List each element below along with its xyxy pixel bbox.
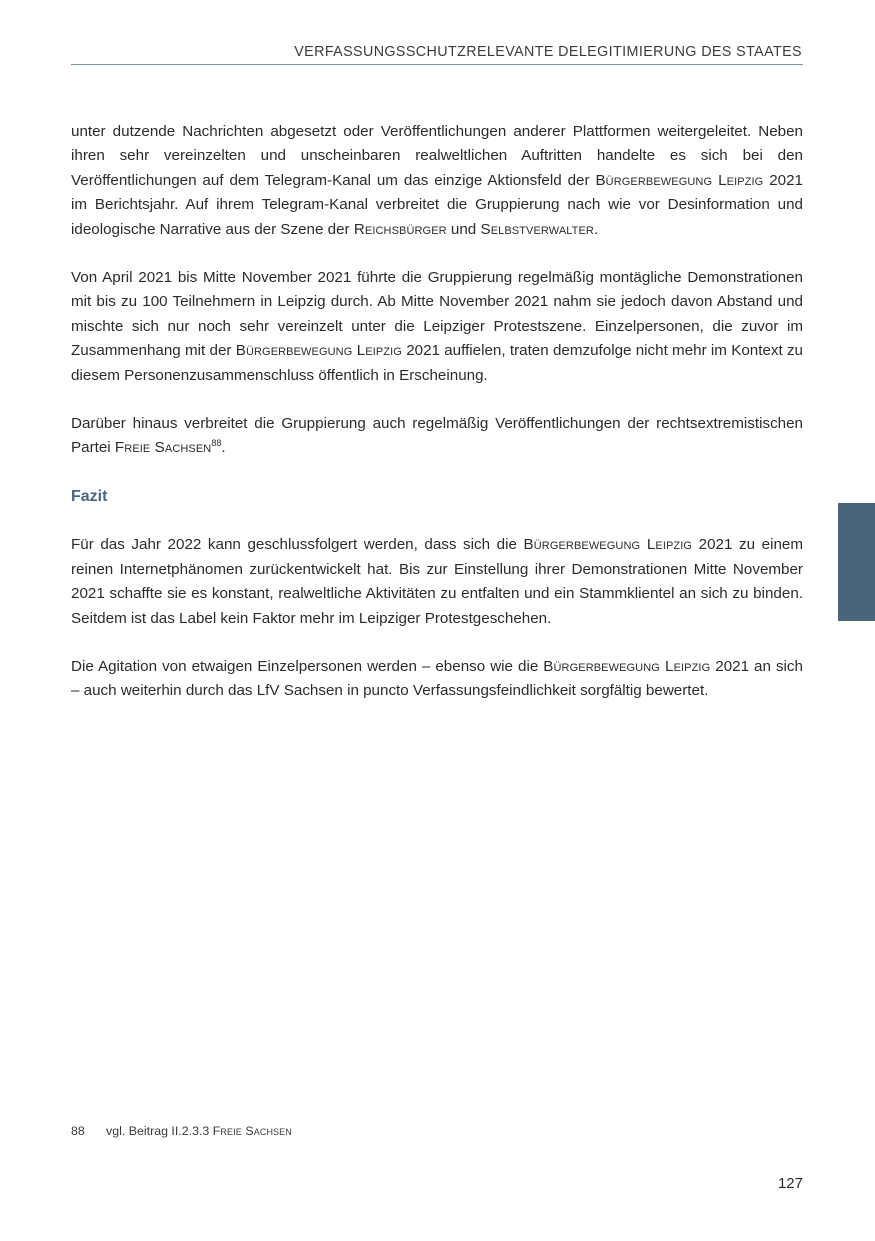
running-header: VERFASSUNGSSCHUTZRELEVANTE DELEGITIMIERUNG DES STAATES	[294, 44, 802, 60]
scene-name-selbstverwalter: Selbstverwalter	[480, 220, 594, 238]
paragraph-5-text-a: Die Agitation von etwaigen Einzelpersonen werden – ebenso wie die	[71, 657, 544, 675]
paragraph-5	[71, 655, 803, 704]
paragraph-4	[71, 533, 803, 631]
paragraph-4-text-a: Für das Jahr 2022 kann geschlussfolgert werden, dass sich die	[71, 536, 524, 554]
party-name: Freie Sachsen	[114, 439, 212, 457]
footnote-number: 88	[71, 1124, 85, 1138]
paragraph-3-text-b: .	[221, 439, 226, 457]
paragraph-2	[71, 266, 803, 388]
paragraph-4-text-b: 2021 zu einem reinen Internetphänomen zurückentwickelt hat. Bis zur Einstellung ihrer Demonstrationen Mitte November 2021 schaffte sie es konstant, realweltliche Aktivitäten zu entfalten und ein Stammklientel an sich zu binden. Seitdem ist das Label kein Faktor mehr im Leipziger Protestgeschehen.	[71, 536, 803, 627]
header-rule	[71, 64, 803, 65]
footnote-reference[interactable]: 88	[211, 438, 222, 449]
paragraph-2-text-a: Von April 2021 bis Mitte November 2021 führte die Gruppierung regelmäßig montägliche Demonstrationen mit bis zu 100 Teilnehmern in Leipzig durch. Ab Mitte November 2021 nahm sie jedoch davon Abstand und mischte sich nur noch sehr vereinzelt unter die Leipziger Protestszene. Einzelpersonen, die zuvor im Zusammenhang mit der	[71, 269, 803, 360]
paragraph-1-text-a: unter dutzende Nachrichten abgesetzt oder Veröffentlichungen anderer Plattformen weitergeleitet. Neben ihren sehr vereinzelten und unscheinbaren realweltlichen Auftritten handelte es sich bei den Veröffentlichungen auf dem Telegram-Kanal um das einzige Aktionsfeld der	[71, 123, 803, 189]
footnote-text: vgl. Beitrag II.2.3.3	[106, 1124, 213, 1138]
chapter-tab-marker	[838, 503, 875, 621]
organization-name: Bürgerbewegung Leipzig	[595, 171, 764, 189]
paragraph-5-text-b: 2021 an sich – auch weiterhin durch das LfV Sachsen in puncto Verfassungsfeindlichkeit sorgfältig bewertet.	[71, 657, 803, 700]
paragraph-2-text-b: 2021 auffielen, traten demzufolge nicht mehr im Kontext zu diesem Personenzusammenschluss öffentlich in Erscheinung.	[71, 342, 803, 384]
organization-name: Bürgerbewegung Leipzig	[543, 657, 711, 675]
footnote	[71, 1124, 292, 1138]
section-heading-fazit: Fazit	[71, 487, 108, 505]
page-number: 127	[777, 1175, 803, 1192]
paragraph-3	[71, 412, 803, 461]
organization-name: Bürgerbewegung Leipzig	[235, 342, 402, 360]
organization-name: Bürgerbewegung Leipzig	[523, 536, 693, 554]
paragraph-1-text-b: 2021 im Berichtsjahr. Auf ihrem Telegram-Kanal verbreitet die Gruppierung nach wie vor Desinformation und ideologische Narrative aus der Szene der	[71, 171, 803, 238]
paragraph-1-text-d: .	[593, 220, 599, 238]
paragraph-1	[71, 120, 803, 242]
scene-name-reichsbuerger: Reichsbürger	[353, 220, 447, 238]
footnote-party-name: Freie Sachsen	[212, 1124, 292, 1138]
paragraph-1-text-c: und	[446, 220, 481, 238]
body-text	[71, 120, 803, 728]
paragraph-3-text-a: Darüber hinaus verbreitet die Gruppierung auch regelmäßig Veröffentlichungen der rechtsextremistischen Partei	[71, 415, 803, 457]
